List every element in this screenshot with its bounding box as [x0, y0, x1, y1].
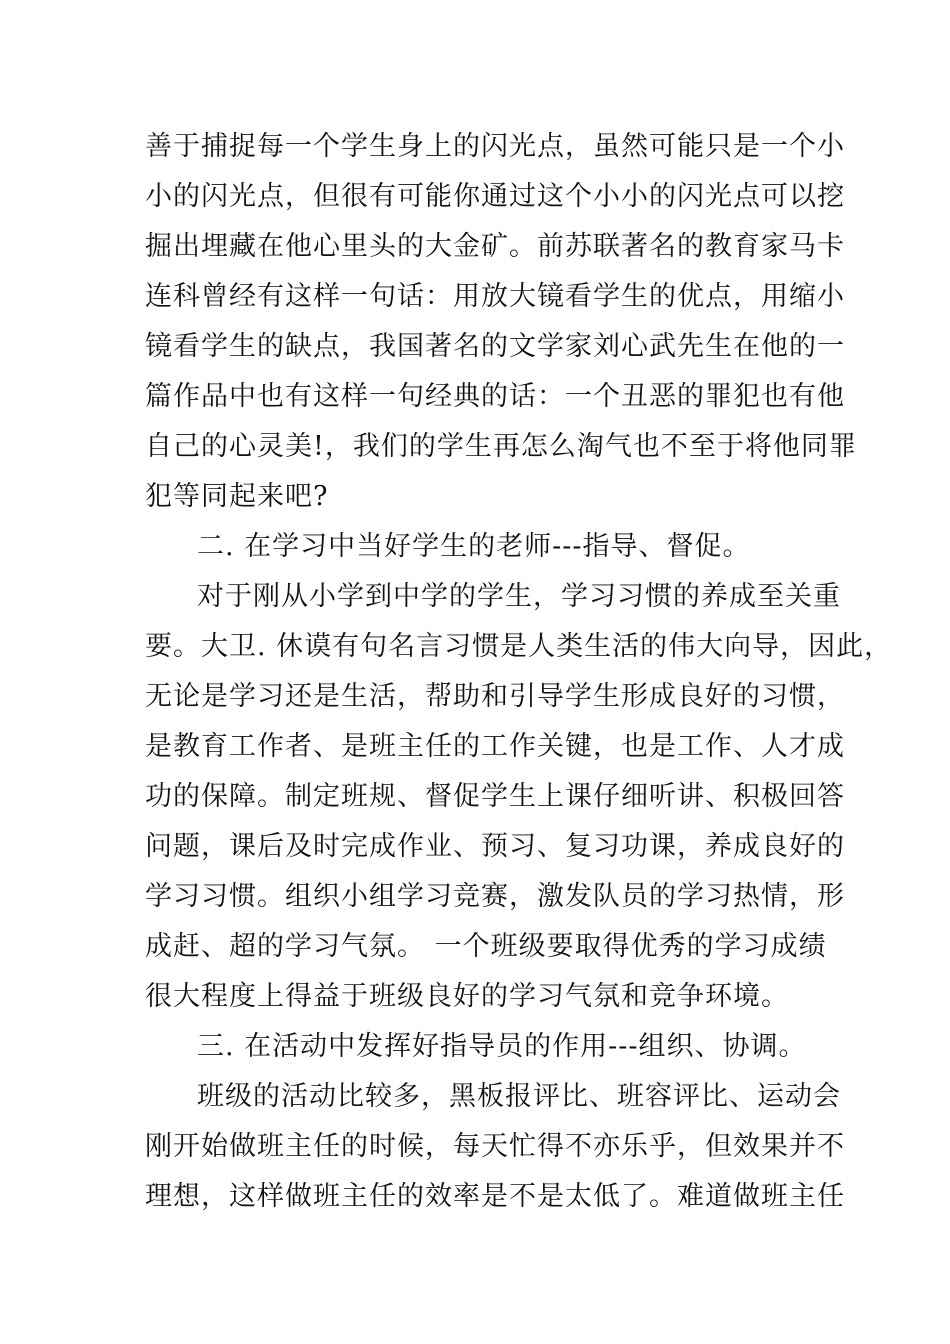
- text-line: 功的保障。制定班规、督促学生上课仔细听讲、积极回答: [145, 781, 845, 812]
- text-line: 问题，课后及时完成作业、预习、复习功课，养成良好的: [145, 831, 845, 862]
- text-line: 很大程度上得益于班级良好的学习气氛和竞争环境。: [145, 981, 789, 1012]
- text-line: 无论是学习还是生活，帮助和引导学生形成良好的习惯，: [145, 681, 845, 712]
- text-line: 掘出埋藏在他心里头的大金矿。前苏联著名的教育家马卡: [145, 231, 845, 262]
- text-line: 理想，这样做班主任的效率是不是太低了。难道做班主任: [145, 1181, 845, 1212]
- text-line: 小的闪光点，但很有可能你通过这个小小的闪光点可以挖: [145, 181, 845, 212]
- text-line: 刚开始做班主任的时候，每天忙得不亦乐乎，但效果并不: [145, 1131, 845, 1162]
- text-line: 自己的心灵美!，我们的学生再怎么淘气也不至于将他同罪: [145, 431, 857, 462]
- text-line: 成赶、超的学习气氛。 一个班级要取得优秀的学习成绩: [145, 931, 827, 962]
- text-line: 要。大卫. 休谟有句名言习惯是人类生活的伟大向导，因此，: [145, 631, 893, 662]
- text-line: 班级的活动比较多，黑板报评比、班容评比、运动会: [197, 1081, 841, 1112]
- text-line: 镜看学生的缺点，我国著名的文学家刘心武先生在他的一: [145, 331, 845, 362]
- section-heading: 三. 在活动中发挥好指导员的作用---组织、协调。: [197, 1031, 807, 1062]
- text-line: 是教育工作者、是班主任的工作关键，也是工作、人才成: [145, 731, 845, 762]
- text-line: 对于刚从小学到中学的学生，学习习惯的养成至关重: [197, 581, 841, 612]
- text-line: 学习习惯。组织小组学习竞赛，激发队员的学习热情，形: [145, 881, 845, 912]
- text-line: 犯等同起来吧?: [145, 481, 329, 512]
- text-line: 篇作品中也有这样一句经典的话：一个丑恶的罪犯也有他: [145, 381, 845, 412]
- text-line: 连科曾经有这样一句话：用放大镜看学生的优点，用缩小: [145, 281, 845, 312]
- text-line: 善于捕捉每一个学生身上的闪光点，虽然可能只是一个小: [145, 131, 845, 162]
- section-heading: 二. 在学习中当好学生的老师---指导、督促。: [197, 531, 751, 562]
